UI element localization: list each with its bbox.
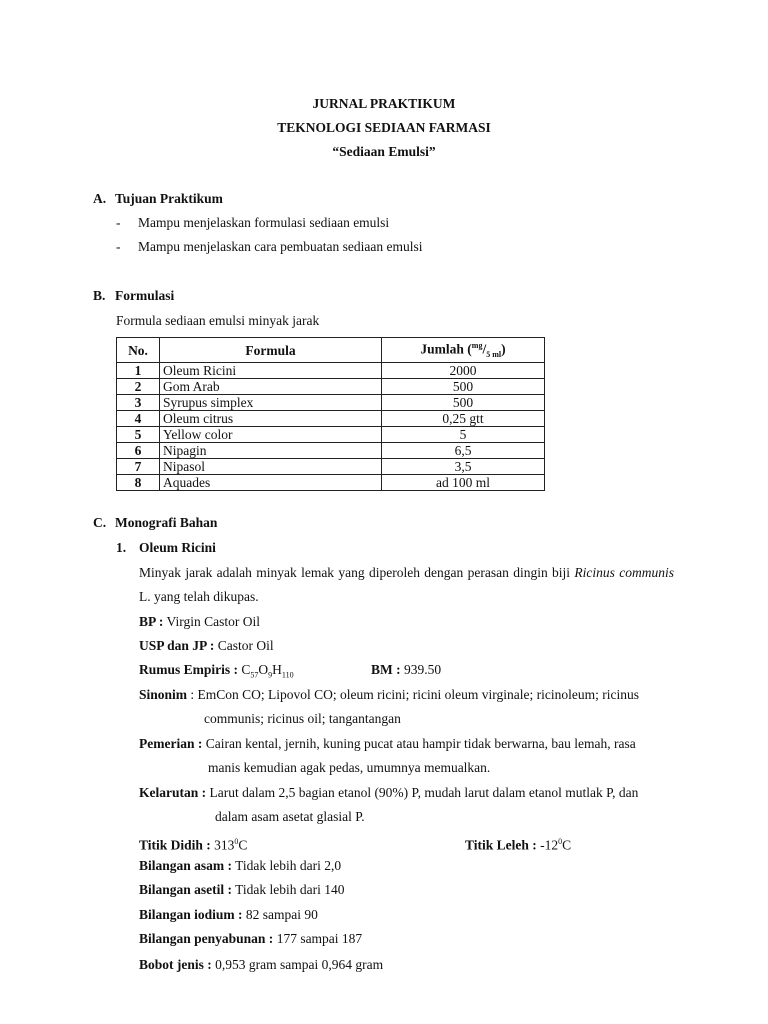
bobot-jenis-line: Bobot jenis : 0,953 gram sampai 0,964 gram	[139, 957, 384, 972]
titik-didih-line: Titik Didih : $313^0C$	[139, 837, 248, 853]
kelarutan-line-2: dalam asam asetat glasial P.	[215, 809, 365, 824]
kelarutan-line: Kelarutan : Larut dalam 2,5 bagian etanol (90%) P, mudah larut dalam etanol mutlak P, dan	[139, 785, 639, 800]
table-row: 3 Syrupus simplex 500	[117, 395, 545, 411]
bm-line: BM : 939.50	[371, 662, 442, 677]
table-row: 6 Nipagin 6,5	[117, 443, 545, 459]
section-a-bullet-2: - Mampu menjelaskan cara pembuatan sediaan emulsi	[116, 239, 423, 254]
monograph-oleum-ricini-heading: 1. Oleum Ricini	[116, 540, 216, 555]
table-row: 2 Gom Arab 500	[117, 379, 545, 395]
formula-table-header	[117, 338, 545, 363]
bilangan-asetil-line: Bilangan asetil : Tidak lebih dari 140	[139, 882, 345, 897]
oleum-ricini-description: Minyak jarak adalah minyak lemak yang diperoleh dengan perasan dingin biji Ricinus communis L. yang telah dikupas.	[139, 565, 674, 604]
bilangan-iodium-line: Bilangan iodium : 82 sampai 90	[139, 907, 318, 922]
pemerian-line-2: manis kemudian agak pedas, umumnya memualkan.	[208, 760, 491, 775]
formula-intro: Formula sediaan emulsi minyak jarak	[116, 313, 320, 328]
sinonim-line: Sinonim : EmCon CO; Lipovol CO; oleum ricini; ricini oleum virginale; ricinoleum; ricinus	[139, 687, 639, 702]
bilangan-asam-line: Bilangan asam : Tidak lebih dari 2,0	[139, 858, 342, 873]
bp-line: BP : Virgin Castor Oil	[139, 614, 260, 629]
table-row: 4 Oleum citrus 0,25 gtt	[117, 411, 545, 427]
titik-leleh-line: Titik Leleh : $-12^0C$	[465, 837, 572, 853]
header-no: No.	[117, 338, 160, 363]
section-c-heading: C. Monografi Bahan	[93, 515, 218, 530]
rumus-empiris-line: Rumus Empiris : $C_{57}O_9H_{110}$	[139, 662, 294, 680]
table-row: 7 Nipasol 3,5	[117, 459, 545, 475]
title-line-2: TEKNOLOGI SEDIAAN FARMASI	[277, 120, 491, 135]
section-a-heading: A. Tujuan Praktikum	[93, 191, 223, 206]
title-line-1: JURNAL PRAKTIKUM	[312, 96, 456, 111]
formula-table	[116, 337, 545, 491]
sinonim-line-2: communis; ricinus oil; tangantangan	[204, 711, 401, 726]
table-row: 5 Yellow color 5	[117, 427, 545, 443]
header-formula: Formula	[160, 338, 382, 363]
section-b-heading: B. Formulasi	[93, 288, 175, 303]
title-line-3: “Sediaan Emulsi”	[332, 144, 436, 159]
section-a-bullet-1: - Mampu menjelaskan formulasi sediaan emulsi	[116, 215, 390, 230]
usp-jp-line: USP dan JP : Castor Oil	[139, 638, 274, 653]
header-jumlah: Jumlah $(^{mg}/_{5 ml})$	[382, 338, 545, 363]
table-row: 1 Oleum Ricini 2000	[117, 363, 545, 379]
bilangan-penyabunan-line: Bilangan penyabunan : 177 sampai 187	[139, 931, 363, 946]
pemerian-line: Pemerian : Cairan kental, jernih, kuning pucat atau hampir tidak berwarna, bau lemah, rasa	[139, 736, 636, 751]
table-row: 8 Aquades ad 100 ml	[117, 475, 545, 491]
document-title	[0, 92, 768, 164]
